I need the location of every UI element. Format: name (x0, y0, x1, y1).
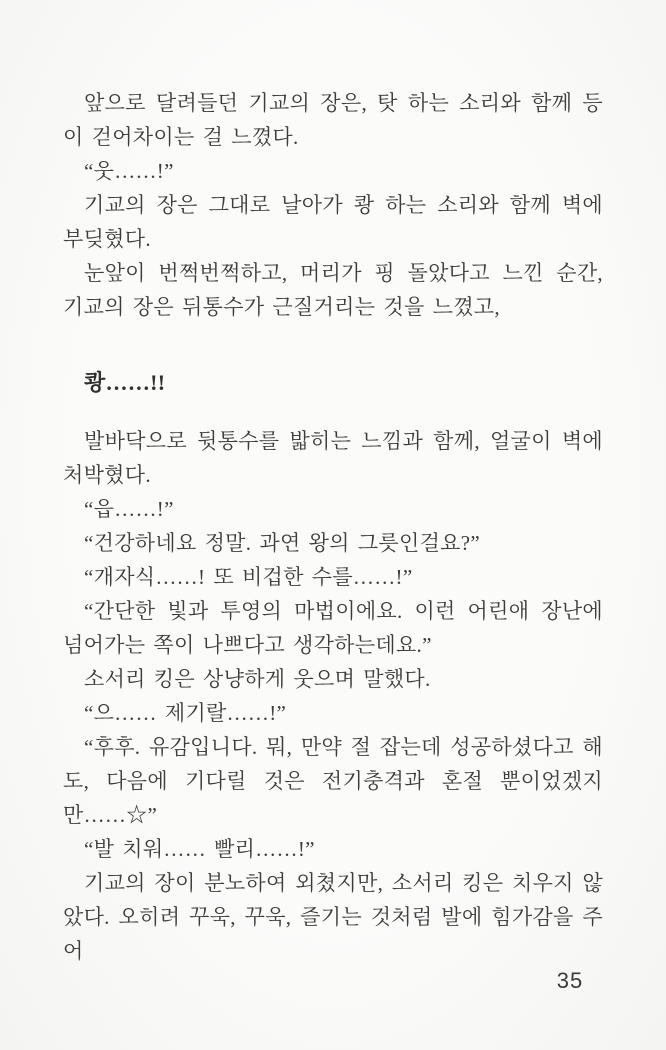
paragraph-dialogue: “개자식……! 또 비겁한 수를……!” (84, 565, 413, 589)
page-number: 35 (556, 968, 584, 993)
paragraph-narration: 앞으로 달려들던 기교의 장은, 탓 하는 소리와 함께 등이 걷어차이는 걸 느꼈다. (63, 91, 603, 149)
paragraph-dialogue: “간단한 빛과 투영의 마법이에요. 이런 어린애 장난에 넘어가는 쪽이 나쁘다고 생각하는데요.” (63, 599, 603, 657)
paragraph-dialogue: “건강하네요 정말. 과연 왕의 그릇인걸요?” (84, 531, 480, 555)
paragraph-narration: 기교의 장은 그대로 날아가 쾅 하는 소리와 함께 벽에 부딪혔다. (63, 193, 603, 251)
paragraph-narration: 발바닥으로 뒷통수를 밟히는 느낌과 함께, 얼굴이 벽에 처박혔다. (63, 429, 603, 487)
text-block (63, 86, 603, 968)
paragraph-dialogue: “발 치워…… 빨리……!” (84, 837, 315, 861)
paragraph-dialogue: “읍……!” (84, 497, 174, 521)
paragraph-narration: 기교의 장이 분노하여 외쳤지만, 소서리 킹은 치우지 않았다. 오히려 꾸욱, 꾸욱, 즐기는 것처럼 발에 힘가감을 주어 (63, 871, 603, 963)
paragraph-narration: 소서리 킹은 상냥하게 웃으며 말했다. (84, 667, 431, 691)
paragraph-dialogue: “웃……!” (84, 159, 174, 183)
paragraph-dialogue: “후후. 유감입니다. 뭐, 만약 절 잡는데 성공하셨다고 해도, 다음에 기다릴 것은 전기충격과 혼절 뿐이었겠지만……☆” (63, 735, 603, 827)
paragraph-narration: 눈앞이 번쩍번쩍하고, 머리가 핑 돌았다고 느낀 순간, 기교의 장은 뒤통수가 근질거리는 것을 느꼈고, (63, 261, 603, 319)
sfx-line: 쾅……!! (84, 370, 166, 395)
paragraph-dialogue: “으…… 제기랄……!” (84, 701, 287, 725)
